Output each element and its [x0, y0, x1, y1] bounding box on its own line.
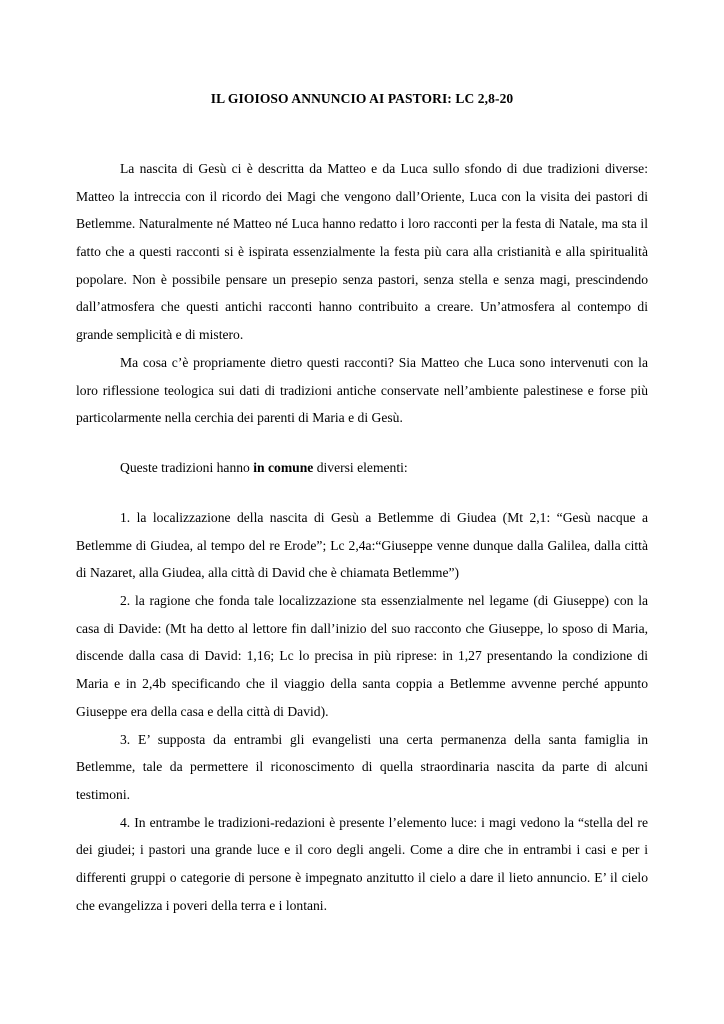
paragraph-intro: La nascita di Gesù ci è descritta da Matteo e da Luca sullo sfondo di due tradizioni diverse: Matteo la intreccia con il ricordo dei Magi che vengono dall’Oriente, Luca con la visita dei pastori di Betlemme. Naturalmente né Matteo né Luca hanno redatto i loro racconti per la festa di Natale, ma sta il fatto che a questi racconti si è ispirata essenzialmente la festa più cara alla cristianità e alla spiritualità popolare. Non è possibile pensare un presepio senza pastori, senza stella e senza magi, prescindendo dall’atmosfera che questi antichi racconti hanno contribuito a creare. Un’atmosfera al contempo di grande semplicità e di mistero. [76, 160, 648, 343]
list-item: 2. la ragione che fonda tale localizzazione sta essenzialmente nel legame (di Giuseppe) con la casa di Davide: (Mt ha detto al lettore fin dall’inizio del suo racconto che Giuseppe, lo sposo di Maria, discende dalla casa di David: 1,16; Lc lo precisa in più riprese: in 1,27 presentando la condizione di Maria e in 2,4b specificando che il viaggio della santa coppia a Betlemme avvenne perché appunto Giuseppe era della casa e della città di David). [76, 592, 648, 719]
paragraph-common-elements-lead [76, 454, 648, 482]
list-item: 1. la localizzazione della nascita di Gesù a Betlemme di Giudea (Mt 2,1: “Gesù nacque a Betlemme di Giudea, al tempo del re Erode”; Lc 2,4a:“Giuseppe venne dunque dalla Galilea, dalla città di Nazaret, alla Giudea, alla città di David che è chiamata Betlemme”) [76, 509, 648, 581]
document-body [76, 155, 648, 920]
page-title: IL GIOIOSO ANNUNCIO AI PASTORI: LC 2,8-20 [210, 91, 514, 106]
paragraph-question: Ma cosa c’è propriamente dietro questi racconti? Sia Matteo che Luca sono intervenuti con la loro riflessione teologica sui dati di tradizioni antiche conservate nell’ambiente palestinese e forse più particolarmente nella cerchia dei parenti di Maria e di Gesù. [76, 354, 648, 426]
lead-text-after: diversi elementi: [313, 460, 408, 476]
list-item: 3. E’ supposta da entrambi gli evangelisti una certa permanenza della santa famiglia in Betlemme, tale da permettere il riconoscimento di quella straordinaria nascita da parte di alcuni testimoni. [76, 731, 648, 802]
lead-text-emphasis: in comune [253, 460, 314, 476]
list-item: 4. In entrambe le tradizioni-redazioni è presente l’elemento luce: i magi vedono la “stella del re dei giudei; i pastori una grande luce e il coro degli angeli. Come a dire che in entrambi i casi e per i differenti gruppi o categorie di persone è impegnato anzitutto il cielo a dare il lieto annuncio. E’ il cielo che evangelizza i poveri della terra e i lontani. [76, 814, 648, 913]
lead-text-before: Queste tradizioni hanno [120, 460, 254, 476]
